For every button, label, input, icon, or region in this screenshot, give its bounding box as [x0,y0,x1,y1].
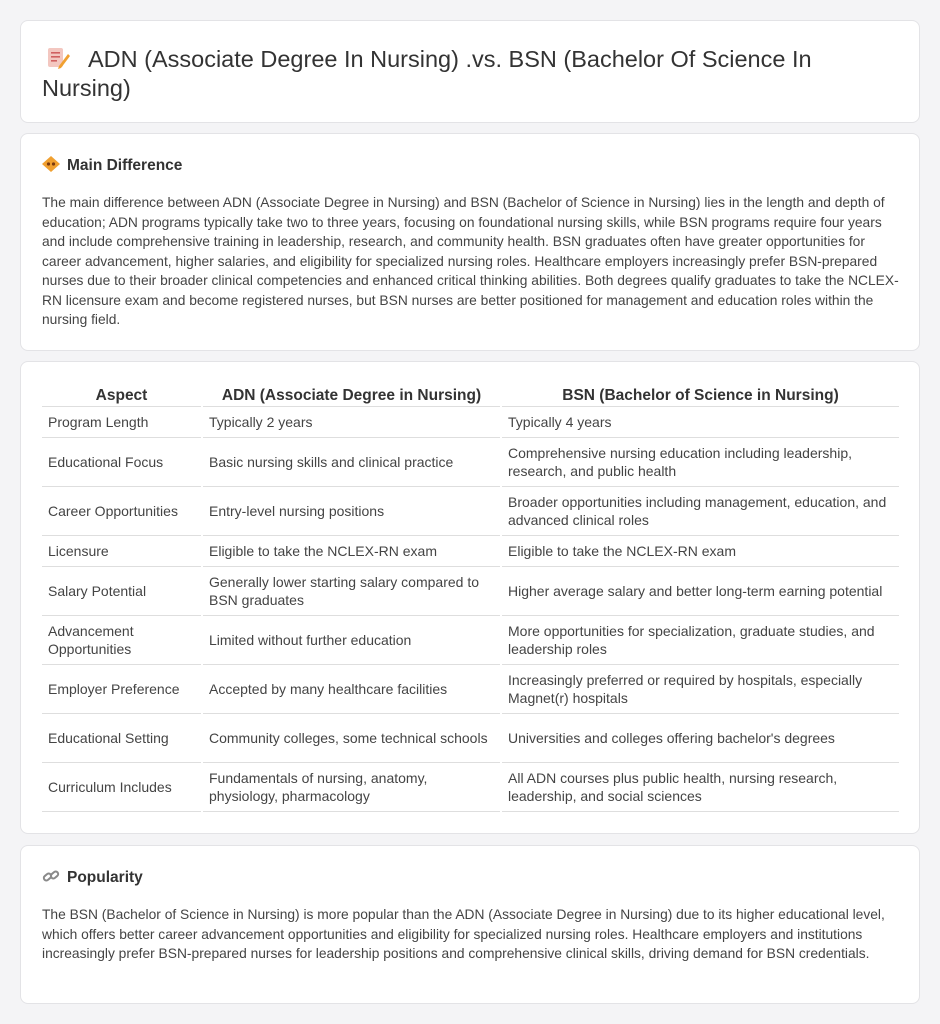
popularity-heading [42,868,899,888]
cell-adn: Entry-level nursing positions [202,486,501,535]
cell-bsn: Comprehensive nursing education including leadership, research, and public health [501,437,899,486]
header-bsn: BSN (Bachelor of Science in Nursing) [501,384,899,406]
cell-adn: Basic nursing skills and clinical practice [202,437,501,486]
popularity-text: The BSN (Bachelor of Science in Nursing) is more popular than the ADN (Associate Degree in Nursing) due to its higher educational level, which offers better career advancement opportunities and eligibility for specialized nursing roles. Healthcare employers and institutions increasingly prefer BSN-prepared nurses for leadership positions and comprehensive clinical skills, driving demand for BSN credentials. [42,907,885,961]
header-aspect: Aspect [42,384,202,406]
page-title-text: ADN (Associate Degree In Nursing) .vs. BSN (Bachelor Of Science In Nursing) [42,46,812,101]
cell-aspect: Curriculum Includes [42,762,202,811]
cell-aspect: Program Length [42,406,202,437]
cell-adn: Limited without further education [202,615,501,664]
comparison-table [42,384,899,812]
cell-bsn: Eligible to take the NCLEX-RN exam [501,535,899,566]
cell-adn: Eligible to take the NCLEX-RN exam [202,535,501,566]
cell-aspect: Licensure [42,535,202,566]
popularity-card [20,845,920,1004]
cell-adn: Community colleges, some technical schools [202,713,501,762]
cell-bsn: All ADN courses plus public health, nursing research, leadership, and social sciences [501,762,899,811]
table-row [42,486,899,535]
cell-aspect: Educational Setting [42,713,202,762]
cell-bsn: Broader opportunities including management, education, and advanced clinical roles [501,486,899,535]
table-row [42,664,899,713]
cell-adn: Generally lower starting salary compared to BSN graduates [202,566,501,615]
page-title [42,45,899,103]
table-row [42,535,899,566]
diamond-icon [42,156,60,172]
cell-bsn: Higher average salary and better long-term earning potential [501,566,899,615]
cell-adn: Fundamentals of nursing, anatomy, physiology, pharmacology [202,762,501,811]
cell-aspect: Employer Preference [42,664,202,713]
cell-bsn: Universities and colleges offering bachelor's degrees [501,713,899,762]
cell-adn: Accepted by many healthcare facilities [202,664,501,713]
table-header-row [42,384,899,406]
title-card [20,20,920,123]
main-difference-heading [42,156,899,176]
cell-aspect: Career Opportunities [42,486,202,535]
table-row [42,713,899,762]
header-adn: ADN (Associate Degree in Nursing) [202,384,501,406]
table-row [42,762,899,811]
main-difference-heading-text: Main Difference [67,157,183,174]
comparison-table-card [20,361,920,834]
cell-adn: Typically 2 years [202,406,501,437]
link-icon [42,868,60,884]
main-difference-text: The main difference between ADN (Associate Degree in Nursing) and BSN (Bachelor of Science in Nursing) lies in the length and depth of education; ADN programs typically take two to three years, focusing on foundational nursing skills, while BSN programs require four years and include comprehensive training in leadership, research, and community health. BSN graduates often have greater opportunities for career advancement, higher salaries, and eligibility for specialized nursing roles. Healthcare employers increasingly prefer BSN-prepared nurses due to their broader clinical competencies and enhanced critical thinking abilities. Both degrees qualify graduates to take the NCLEX-RN licensure exam and become registered nurses, but BSN nurses are better positioned for management and education roles within the nursing field. [42,195,899,327]
cell-bsn: Typically 4 years [501,406,899,437]
cell-aspect: Advancement Opportunities [42,615,202,664]
popularity-heading-text: Popularity [67,869,143,886]
table-row [42,566,899,615]
cell-aspect: Educational Focus [42,437,202,486]
cell-bsn: More opportunities for specialization, graduate studies, and leadership roles [501,615,899,664]
cell-bsn: Increasingly preferred or required by hospitals, especially Magnet(r) hospitals [501,664,899,713]
main-difference-card [20,133,920,351]
table-row [42,406,899,437]
table-row [42,615,899,664]
document-pen-icon [42,46,72,70]
cell-aspect: Salary Potential [42,566,202,615]
table-row [42,437,899,486]
